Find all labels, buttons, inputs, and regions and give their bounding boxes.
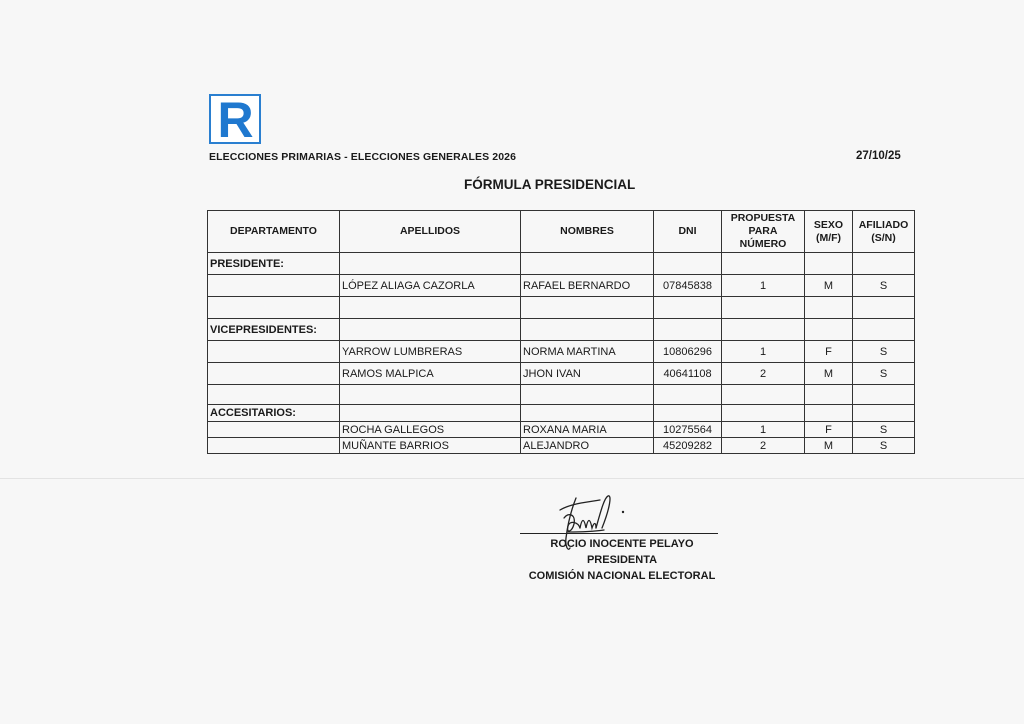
cell-sexo: F <box>805 341 853 363</box>
cell-afiliado: S <box>853 363 915 385</box>
cell-apellidos: LÓPEZ ALIAGA CAZORLA <box>340 275 521 297</box>
table-row <box>208 275 915 297</box>
col-departamento: DEPARTAMENTO <box>208 211 340 253</box>
cell-afiliado: S <box>853 438 915 454</box>
cell-nombres: RAFAEL BERNARDO <box>521 275 654 297</box>
col-propuesta <box>722 211 805 253</box>
table-row <box>208 438 915 454</box>
cell-dni: 10806296 <box>654 341 722 363</box>
cell-sexo: F <box>805 422 853 438</box>
signer-name: ROCIO INOCENTE PELAYO <box>550 538 694 550</box>
cell-apellidos: RAMOS MALPICA <box>340 363 521 385</box>
section-label: ACCESITARIOS: <box>208 405 340 422</box>
cell-sexo: M <box>805 438 853 454</box>
document-title: FÓRMULA PRESIDENCIAL <box>464 177 636 192</box>
page-fold-line <box>0 478 1024 479</box>
cell-afiliado: S <box>853 275 915 297</box>
table-row <box>208 363 915 385</box>
cell-sexo: M <box>805 275 853 297</box>
col-dni: DNI <box>654 211 722 253</box>
cell-dni: 45209282 <box>654 438 722 454</box>
cell-afiliado: S <box>853 341 915 363</box>
empty-row <box>208 297 915 319</box>
cell-dni: 10275564 <box>654 422 722 438</box>
col-propuesta-line2: PARA <box>748 225 778 237</box>
col-propuesta-line3: NÚMERO <box>739 238 787 250</box>
col-sexo <box>805 211 853 253</box>
col-afiliado-line2: (S/N) <box>871 231 896 244</box>
candidates-table <box>207 210 915 454</box>
cell-nombres: JHON IVAN <box>521 363 654 385</box>
signature-line <box>520 533 718 534</box>
section-row-vicepresidentes <box>208 319 915 341</box>
cell-apellidos: ROCHA GALLEGOS <box>340 422 521 438</box>
cell-nombres: ALEJANDRO <box>521 438 654 454</box>
col-sexo-line2: (M/F) <box>815 231 842 244</box>
table-header-row <box>208 211 915 253</box>
cell-nombres: ROXANA MARIA <box>521 422 654 438</box>
party-logo <box>209 92 261 148</box>
cell-sexo: M <box>805 363 853 385</box>
col-propuesta-line1: PROPUESTA <box>730 212 796 224</box>
table-row <box>208 422 915 438</box>
cell-numero: 2 <box>722 363 805 385</box>
cell-numero: 1 <box>722 341 805 363</box>
cell-apellidos: YARROW LUMBRERAS <box>340 341 521 363</box>
col-afiliado-line1: AFILIADO <box>858 218 909 231</box>
col-nombres: NOMBRES <box>521 211 654 253</box>
cell-numero: 2 <box>722 438 805 454</box>
cell-apellidos: MUÑANTE BARRIOS <box>340 438 521 454</box>
table-row <box>208 341 915 363</box>
col-sexo-line1: SEXO <box>813 218 844 231</box>
cell-dni: 07845838 <box>654 275 722 297</box>
section-label: PRESIDENTE: <box>208 253 340 275</box>
col-apellidos: APELLIDOS <box>340 211 521 253</box>
empty-row <box>208 385 915 405</box>
cell-dni: 40641108 <box>654 363 722 385</box>
col-afiliado <box>853 211 915 253</box>
cell-numero: 1 <box>722 422 805 438</box>
document-subtitle: ELECCIONES PRIMARIAS - ELECCIONES GENERALES 2026 <box>209 151 517 163</box>
cell-afiliado: S <box>853 422 915 438</box>
signer-role: PRESIDENTA <box>586 554 658 566</box>
document-date: 27/10/25 <box>856 150 901 162</box>
section-row-accesitarios <box>208 405 915 422</box>
logo-letter: R <box>217 92 253 148</box>
cell-nombres: NORMA MARTINA <box>521 341 654 363</box>
section-label: VICEPRESIDENTES: <box>208 319 340 341</box>
cell-numero: 1 <box>722 275 805 297</box>
signer-organization: COMISIÓN NACIONAL ELECTORAL <box>528 570 716 582</box>
section-row-presidente <box>208 253 915 275</box>
